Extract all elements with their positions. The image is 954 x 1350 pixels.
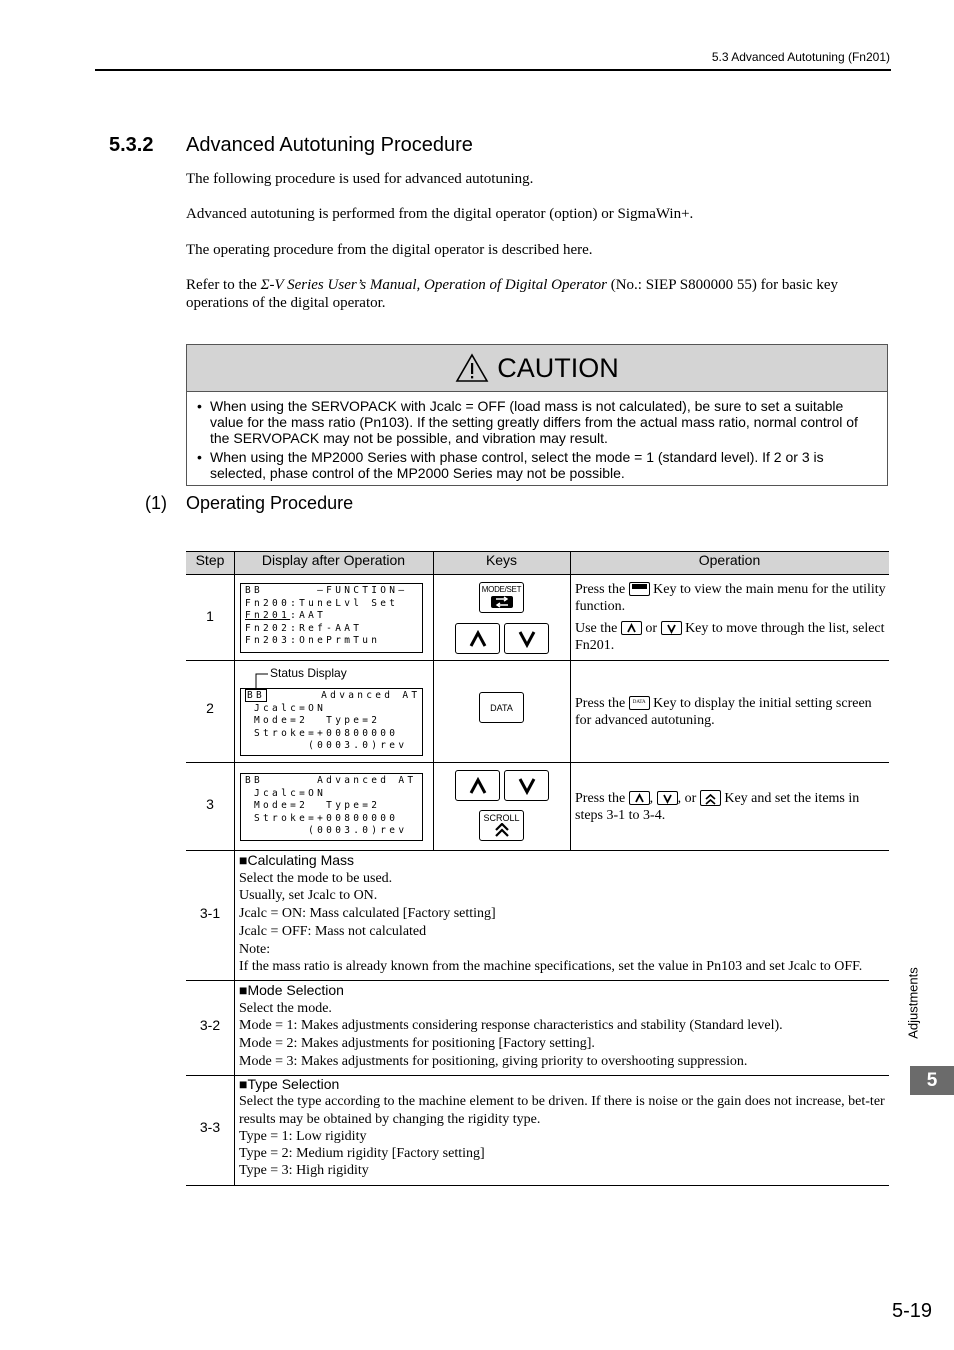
intro-p4-prefix: Refer to the bbox=[186, 277, 261, 293]
down-arrow-icon bbox=[518, 777, 536, 795]
detail-line: Select the mode. bbox=[239, 1000, 332, 1016]
table-rule bbox=[186, 762, 889, 763]
operation-fragment: Key to move through the list, select Fn201. bbox=[575, 621, 885, 653]
operator-display bbox=[240, 773, 423, 841]
section-number: 5.3.2 bbox=[109, 134, 154, 156]
table-rule bbox=[186, 1185, 889, 1186]
caution-title: CAUTION bbox=[497, 352, 619, 383]
detail-line: Usually, set Jcalc to ON. bbox=[239, 888, 378, 904]
operator-display bbox=[240, 583, 423, 653]
header-rule bbox=[95, 69, 891, 71]
data-key-inline-icon: DATA bbox=[629, 696, 650, 710]
step-number: 1 bbox=[206, 608, 214, 624]
up-arrow-icon bbox=[469, 630, 487, 648]
status-display-label: Status Display bbox=[270, 666, 347, 680]
detail-line: Mode = 1: Makes adjustments considering response characteristics and stability (Standard level). bbox=[239, 1018, 783, 1034]
status-callout-line bbox=[250, 671, 270, 689]
display-line bbox=[245, 610, 418, 623]
table-column-rule bbox=[234, 551, 235, 1185]
display-line-rest: :AAT bbox=[290, 610, 327, 622]
operation-text bbox=[575, 790, 887, 824]
display-line: Fn200:TuneLvl Set bbox=[245, 597, 399, 609]
manual-reference: Σ-V Series User’s Manual, Operation of Digital Operator bbox=[260, 277, 607, 293]
step-detail bbox=[239, 982, 887, 1071]
caution-item: • When using the MP2000 Series with phase control, select the mode = 1 (standard level). If 2 or 3 is selected, phase control of the MP2000 Series may not be possible. bbox=[197, 449, 877, 481]
column-header-operation: Operation bbox=[698, 552, 761, 568]
display-line: (0003.0)rev bbox=[245, 825, 408, 837]
down-key-inline-icon bbox=[657, 791, 678, 805]
subsection-title: Operating Procedure bbox=[186, 493, 354, 513]
column-header-step: Step bbox=[195, 552, 225, 568]
chapter-side-label-text: Adjustments bbox=[905, 967, 921, 1039]
data-key[interactable] bbox=[479, 692, 524, 723]
operation-text bbox=[575, 620, 887, 654]
operation-fragment: Key and set the items in steps 3-1 to 3-4. bbox=[575, 791, 860, 823]
detail-line: Type = 1: Low rigidity bbox=[239, 1128, 367, 1144]
table-rule bbox=[186, 660, 889, 661]
caution-item: • When using the SERVOPACK with Jcalc = OFF (load mass is not calculated), be sure to set a suitable value for the mass ratio (Pn103). If the setting greatly differs from the actual mass ratio, normal control of the SERVOPACK may not be possible, and vibration may result. bbox=[197, 398, 877, 446]
detail-line: Select the type according to the machine element to be driven. If there is noise or the gain does not increase, bet-ter results may be obtained by changing the rigidity type. bbox=[239, 1094, 885, 1127]
display-line: Fn202:Ref-AAT bbox=[245, 622, 363, 634]
operation-fragment: Press the bbox=[575, 582, 629, 597]
display-line bbox=[245, 690, 421, 703]
operation-fragment: Key to view the main menu for the utility function. bbox=[575, 582, 886, 614]
detail-line: Type = 2: Medium rigidity [Factory setting] bbox=[239, 1146, 485, 1162]
mode-set-key-label: MODE/SET bbox=[481, 585, 522, 594]
step-detail bbox=[239, 852, 887, 976]
detail-line: Jcalc = OFF: Mass not calculated bbox=[239, 923, 427, 939]
up-key[interactable] bbox=[455, 623, 500, 654]
intro-p4-suffix: (No.: SIEP S800000 55) for basic key operations of the digital operator. bbox=[186, 277, 839, 311]
detail-heading: ■Type Selection bbox=[239, 1076, 340, 1092]
mode-set-key[interactable] bbox=[479, 582, 524, 613]
step-number: 3 bbox=[206, 796, 214, 812]
up-arrow-icon bbox=[469, 777, 487, 795]
operation-fragment: , bbox=[649, 791, 657, 806]
operation-fragment: Use the bbox=[575, 621, 621, 636]
section-title: Advanced Autotuning Procedure bbox=[186, 134, 473, 156]
caution-list bbox=[197, 398, 877, 481]
operation-fragment: , or bbox=[677, 791, 700, 806]
table-column-rule bbox=[433, 551, 434, 850]
operation-fragment: or bbox=[641, 621, 661, 636]
data-key-label: DATA bbox=[490, 702, 513, 713]
table-rule bbox=[186, 850, 889, 851]
display-line: BB —FUNCTION— bbox=[245, 585, 408, 596]
step-number: 3-2 bbox=[199, 1017, 221, 1033]
display-line: Jcalc=ON bbox=[245, 702, 327, 714]
operation-text bbox=[575, 695, 887, 729]
double-up-arrow-icon bbox=[494, 823, 510, 837]
mode-set-key-inline-icon bbox=[629, 582, 650, 596]
display-line: (0003.0)rev bbox=[245, 740, 408, 752]
caution-box bbox=[186, 344, 888, 486]
table-rule bbox=[186, 980, 889, 981]
column-header-keys: Keys bbox=[485, 552, 518, 568]
down-arrow-icon bbox=[518, 630, 536, 648]
table-column-rule bbox=[570, 551, 571, 850]
intro-paragraph-4 bbox=[186, 276, 890, 312]
page-number: 5-19 bbox=[891, 1300, 932, 1322]
status-display-field: BB bbox=[247, 690, 266, 701]
up-key[interactable] bbox=[455, 770, 500, 801]
down-key[interactable] bbox=[504, 623, 549, 654]
detail-line: Select the mode to be used. bbox=[239, 870, 393, 886]
warning-triangle-icon bbox=[455, 353, 489, 383]
operation-fragment: Press the bbox=[575, 696, 629, 711]
detail-heading: ■Calculating Mass bbox=[239, 852, 355, 868]
operation-text bbox=[575, 581, 887, 615]
detail-line: Note: bbox=[239, 941, 271, 957]
display-selected-item: Fn201 bbox=[245, 610, 291, 622]
step-number: 3-1 bbox=[199, 905, 221, 921]
step-number: 3-3 bbox=[199, 1119, 221, 1135]
detail-line: Type = 3: High rigidity bbox=[239, 1163, 369, 1179]
mode-set-arrows-icon bbox=[490, 595, 514, 609]
operator-display bbox=[240, 688, 423, 756]
step-number: 2 bbox=[206, 700, 214, 716]
detail-line: If the mass ratio is already known from the machine specifications, set the value in Pn103 and set Jcalc to OFF. bbox=[239, 959, 863, 975]
display-line: Mode=2 Type=2 bbox=[245, 715, 381, 727]
scroll-key[interactable] bbox=[479, 810, 524, 841]
detail-line: Jcalc = ON: Mass calculated [Factory setting] bbox=[239, 906, 496, 922]
display-line: Stroke=+00800000 bbox=[245, 812, 399, 824]
chapter-tab: 5 bbox=[910, 1066, 954, 1095]
subsection-number: (1) bbox=[145, 493, 167, 513]
operation-fragment: Key to display the initial setting screen for advanced autotuning. bbox=[575, 696, 872, 728]
down-key-inline-icon bbox=[661, 621, 682, 635]
column-header-display: Display after Operation bbox=[261, 552, 406, 568]
detail-heading: ■Mode Selection bbox=[239, 982, 344, 998]
caution-header bbox=[187, 345, 887, 392]
step-detail bbox=[239, 1076, 887, 1180]
display-line: Stroke=+00800000 bbox=[245, 727, 399, 739]
detail-line: Mode = 3: Makes adjustments for positioning, giving priority to overshooting suppression. bbox=[239, 1053, 748, 1069]
display-line: Fn203:OnePrmTun bbox=[245, 635, 381, 647]
chapter-side-label bbox=[895, 963, 931, 1043]
display-line: BB Advanced AT bbox=[245, 775, 417, 786]
up-key-inline-icon bbox=[621, 621, 642, 635]
detail-line: Mode = 2: Makes adjustments for positioning [Factory setting]. bbox=[239, 1036, 595, 1052]
running-header: 5.3 Advanced Autotuning (Fn201) bbox=[711, 50, 890, 64]
intro-paragraph-2: Advanced autotuning is performed from the digital operator (option) or SigmaWin+. bbox=[186, 206, 694, 222]
scroll-key-inline-icon bbox=[700, 790, 721, 806]
down-key[interactable] bbox=[504, 770, 549, 801]
scroll-key-label: SCROLL bbox=[483, 813, 520, 823]
display-line: Jcalc=ON bbox=[245, 787, 327, 799]
table-rule bbox=[186, 574, 889, 575]
up-key-inline-icon bbox=[629, 791, 650, 805]
intro-paragraph-1: The following procedure is used for advanced autotuning. bbox=[186, 171, 534, 187]
display-line-rest: Advanced AT bbox=[267, 690, 421, 701]
intro-paragraph-3: The operating procedure from the digital operator is described here. bbox=[186, 242, 593, 258]
display-line: Mode=2 Type=2 bbox=[245, 800, 381, 812]
operation-fragment: Press the bbox=[575, 791, 629, 806]
